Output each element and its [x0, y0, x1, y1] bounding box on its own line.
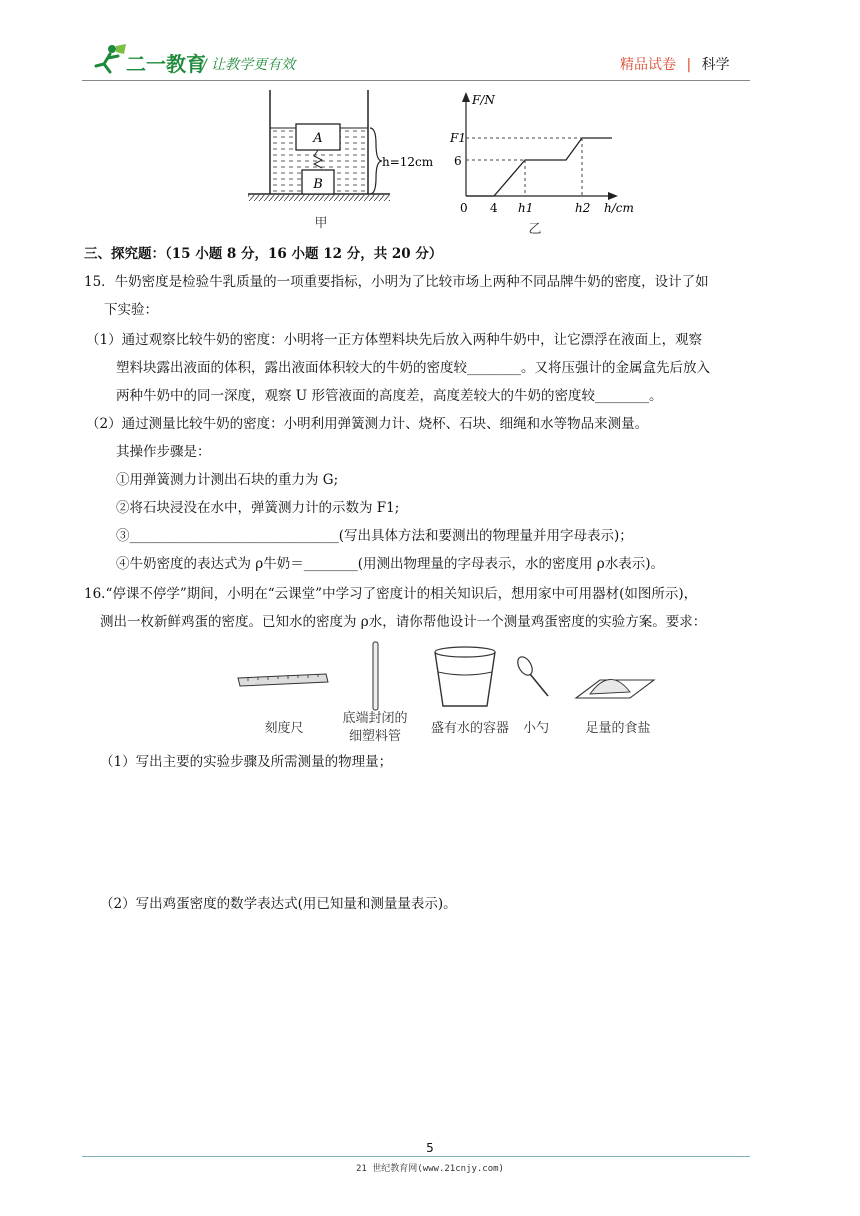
subject-label: 科学	[701, 57, 730, 73]
brand-name: 二一教育	[126, 52, 206, 76]
q15-line7: 其操作步骤是：	[116, 444, 211, 460]
q16-part1: （1）写出主要的实验步骤及所需测量的物理量；	[100, 754, 393, 770]
equipment-label-tube	[330, 710, 420, 746]
figure-yi	[444, 86, 654, 236]
q15-step1: ①用弹簧测力计测出石块的重力为 G;	[116, 472, 339, 488]
block-a-label: A	[313, 131, 323, 146]
spoon-icon	[515, 654, 548, 696]
header-divider: |	[686, 57, 692, 73]
figure-jia-caption: 甲	[314, 216, 328, 231]
q15-line5: 两种牛奶中的同一深度，观察 U 形管液面的高度差，高度差较大的牛奶的密度较________。	[116, 388, 663, 404]
height-label: h=12cm	[382, 155, 434, 169]
x-tick-h2: h2	[575, 201, 591, 215]
q16-line1: 16.“停课不停学”期间，小明在“云课堂”中学习了密度计的相关知识后，想用家中可用器材(如图所示)，	[84, 586, 698, 602]
page-number: 5	[426, 1141, 434, 1155]
badge-label: 精品试卷	[620, 57, 676, 73]
y-tick-6: 6	[454, 154, 462, 168]
figure-jia	[240, 86, 440, 236]
figure-yi-caption: 乙	[528, 222, 542, 237]
salt-pile-icon	[576, 679, 654, 698]
x-axis-label: h/cm	[604, 201, 634, 215]
x-tick-0: 0	[460, 201, 468, 215]
q16-part2: （2）写出鸡蛋密度的数学表达式(用已知量和测量量表示)。	[100, 896, 457, 912]
equipment-label-container: 盛有水的容器	[430, 721, 509, 736]
tube-label-line2: 细塑料管	[348, 729, 401, 744]
tube-label-line1: 底端封闭的	[342, 711, 408, 726]
section-heading: 三、探究题：（15 小题 8 分，16 小题 12 分，共 20 分）	[84, 246, 443, 262]
header-slogan: / 让教学更有效	[202, 57, 296, 73]
equipment-label-salt: 足量的食盐	[585, 721, 651, 736]
equipment-figure	[232, 640, 672, 712]
block-b-label: B	[313, 177, 323, 192]
y-tick-f1: F1	[450, 131, 466, 145]
q15-line2: 下实验：	[104, 302, 158, 318]
water-container-icon	[435, 647, 495, 706]
footer-site: 21 世纪教育网(www.21cnjy.com)	[356, 1164, 504, 1174]
plastic-tube-icon	[373, 642, 378, 710]
runner-logo-icon	[88, 42, 128, 76]
ruler-icon	[238, 674, 328, 686]
header-right	[620, 54, 730, 74]
footer-rule	[82, 1156, 750, 1157]
equipment-label-ruler: 刻度尺	[264, 721, 304, 736]
q15-line6: （2）通过测量比较牛奶的密度：小明利用弹簧测力计、烧杯、石块、细绳和水等物品来测量。	[86, 416, 649, 432]
q15-line4: 塑料块露出液面的体积，露出液面体积较大的牛奶的密度较________。又将压强计的金属盒先后放入	[116, 360, 710, 376]
x-tick-4: 4	[490, 201, 498, 215]
q15-step3: ③_______________________________(写出具体方法和要测出的物理量并用字母表示)；	[116, 528, 633, 544]
header-rule	[82, 80, 750, 81]
q15-step2: ②将石块浸没在水中，弹簧测力计的示数为 F1;	[116, 500, 400, 516]
header-logo	[88, 42, 208, 76]
equipment-label-spoon: 小勺	[522, 721, 549, 736]
q15-step4: ④牛奶密度的表达式为 ρ牛奶＝________(用测出物理量的字母表示，水的密度用 ρ水表示)。	[116, 556, 664, 572]
q15-line1: 15．牛奶密度是检验牛乳质量的一项重要指标，小明为了比较市场上两种不同品牌牛奶的密度，设计了如	[84, 274, 709, 290]
q16-line2: 测出一枚新鲜鸡蛋的密度。已知水的密度为 ρ水，请你帮他设计一个测量鸡蛋密度的实验方案。要求：	[100, 614, 707, 630]
y-axis-label: F/N	[472, 93, 495, 107]
q15-line3: （1）通过观察比较牛奶的密度：小明将一正方体塑料块先后放入两种牛奶中，让它漂浮在液面上，观察	[86, 332, 703, 348]
x-tick-h1: h1	[518, 201, 534, 215]
